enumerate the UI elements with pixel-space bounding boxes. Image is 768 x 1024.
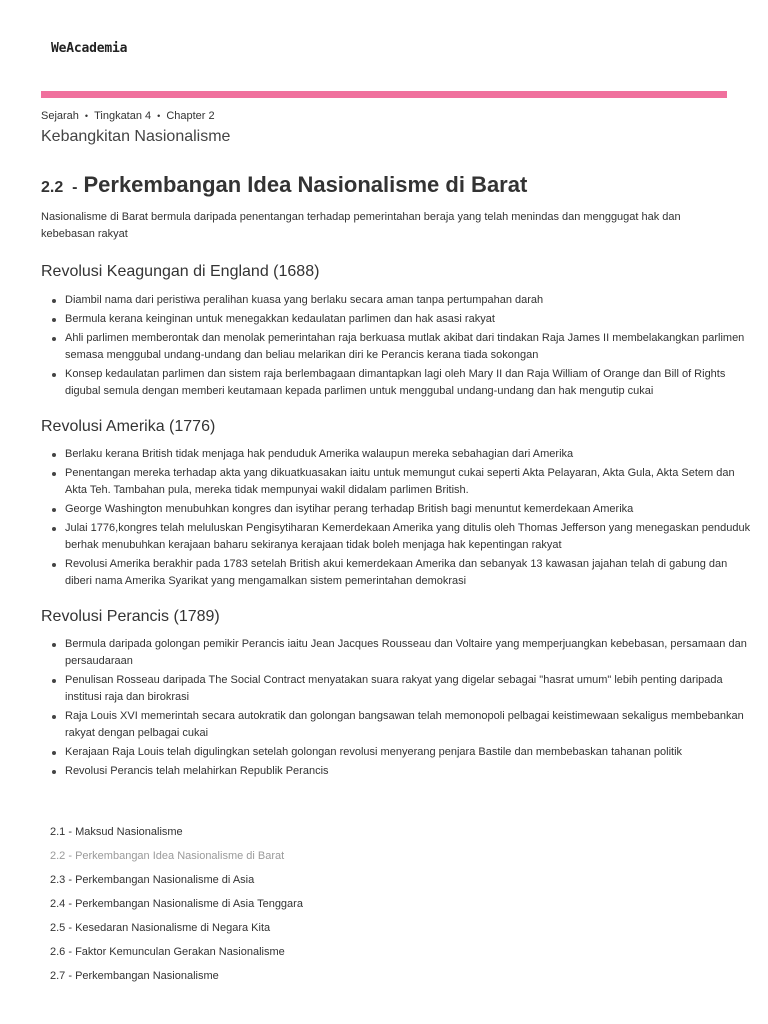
page-title-dash: - [72, 179, 78, 196]
bullet-list-amerika [41, 446, 755, 592]
toc-item-2-3[interactable]: 2.3 - Perkembangan Nasionalisme di Asia [50, 874, 255, 886]
breadcrumb-separator: • [84, 111, 89, 121]
list-item: Raja Louis XVI memerintah secara autokratik dan golongan bangsawan telah memonopoli pelbagai keistimewaan sekaligus membebankan rakyat dengan pelbagai cukai [65, 708, 755, 742]
page-title-text: Perkembangan Idea Nasionalisme di Barat [83, 172, 528, 197]
site-logo[interactable]: WeAcademia [51, 41, 128, 56]
breadcrumb-separator: • [157, 111, 161, 121]
toc-item-2-5[interactable]: 2.5 - Kesedaran Nasionalisme di Negara Kita [50, 922, 271, 934]
list-item: Ahli parlimen memberontak dan menolak pemerintahan raja berkuasa mutlak akibat dari tindakan Raja James II membelakangkan parlimen semasa menggubal undang-undang dan beliau melarikan diri ke Perancis kerana tiada sokongan [65, 330, 755, 364]
list-item: Revolusi Perancis telah melahirkan Republik Perancis [65, 763, 755, 780]
section-heading-amerika: Revolusi Amerika (1776) [41, 418, 216, 435]
list-item: Kerajaan Raja Louis telah digulingkan setelah golongan revolusi menyerang penjara Bastile dan membebaskan tahanan politik [65, 744, 755, 761]
toc-item-2-7[interactable]: 2.7 - Perkembangan Nasionalisme [50, 970, 219, 982]
list-item: Bermula kerana keinginan untuk menegakkan kedaulatan parlimen dan hak asasi rakyat [65, 311, 755, 328]
list-item: Berlaku kerana British tidak menjaga hak penduduk Amerika walaupun mereka sebahagian dari Amerika [65, 446, 755, 463]
bullet-list-perancis [41, 636, 755, 782]
list-item: Penulisan Rosseau daripada The Social Contract menyatakan suara rakyat yang digelar sebagai "hasrat umum" lebih penting daripada institusi raja dan birokrasi [65, 672, 755, 706]
breadcrumb-item-chapter[interactable]: Chapter 2 [166, 110, 215, 122]
accent-divider [41, 91, 727, 98]
toc-item-2-4[interactable]: 2.4 - Perkembangan Nasionalisme di Asia Tenggara [50, 898, 303, 910]
breadcrumb-item-subject[interactable]: Sejarah [41, 110, 79, 122]
page-title [41, 163, 527, 200]
bullet-list-england [41, 292, 755, 402]
chapter-title: Kebangkitan Nasionalisme [41, 128, 231, 145]
breadcrumb-item-level[interactable]: Tingkatan 4 [94, 110, 152, 122]
section-heading-england: Revolusi Keagungan di England (1688) [41, 263, 320, 280]
intro-paragraph: Nasionalisme di Barat bermula daripada penentangan terhadap pemerintahan beraja yang telah menindas dan menggugat hak dan kebebasan rakyat [41, 211, 681, 240]
breadcrumb [41, 110, 215, 122]
list-item: Bermula daripada golongan pemikir Perancis iaitu Jean Jacques Rousseau dan Voltaire yang memperjuangkan kebebasan, persamaan dan persaudaraan [65, 636, 755, 670]
toc-item-2-6[interactable]: 2.6 - Faktor Kemunculan Gerakan Nasionalisme [50, 946, 285, 958]
list-item: George Washington menubuhkan kongres dan isytihar perang terhadap British bagi menuntut kemerdekaan Amerika [65, 501, 755, 518]
toc-item-2-2-current[interactable]: 2.2 - Perkembangan Idea Nasionalisme di Barat [50, 850, 285, 862]
toc-item-2-1[interactable]: 2.1 - Maksud Nasionalisme [50, 826, 183, 838]
table-of-contents [50, 825, 303, 993]
list-item: Revolusi Amerika berakhir pada 1783 setelah British akui kemerdekaan Amerika dan sebanyak 13 kawasan jajahan telah di gabung dan diberi nama Amerika Syarikat yang mengamalkan sistem pemerintahan demokrasi [65, 556, 755, 590]
list-item: Julai 1776,kongres telah meluluskan Pengisytiharan Kemerdekaan Amerika yang ditulis oleh Thomas Jefferson yang menegaskan penduduk berhak menubuhkan kerajaan baharu sekiranya kerajaan tidak boleh menjaga hak kepentingan rakyat [65, 520, 755, 554]
list-item: Diambil nama dari peristiwa peralihan kuasa yang berlaku secara aman tanpa pertumpahan darah [65, 292, 755, 309]
page-title-number: 2.2 [41, 179, 64, 196]
list-item: Penentangan mereka terhadap akta yang dikuatkuasakan iaitu untuk memungut cukai seperti Akta Pelayaran, Akta Gula, Akta Setem dan Akta Teh. Tambahan pula, mereka tidak mempunyai wakil didalam parlimen British. [65, 465, 755, 499]
list-item: Konsep kedaulatan parlimen dan sistem raja berlembagaan dimantapkan lagi oleh Mary II dan Raja William of Orange dan Bill of Rights digubal semula dengan memberi keutamaan kepada parlimen untuk menggubal undang-undang dan hak mengutip cukai [65, 366, 755, 400]
section-heading-perancis: Revolusi Perancis (1789) [41, 608, 220, 625]
